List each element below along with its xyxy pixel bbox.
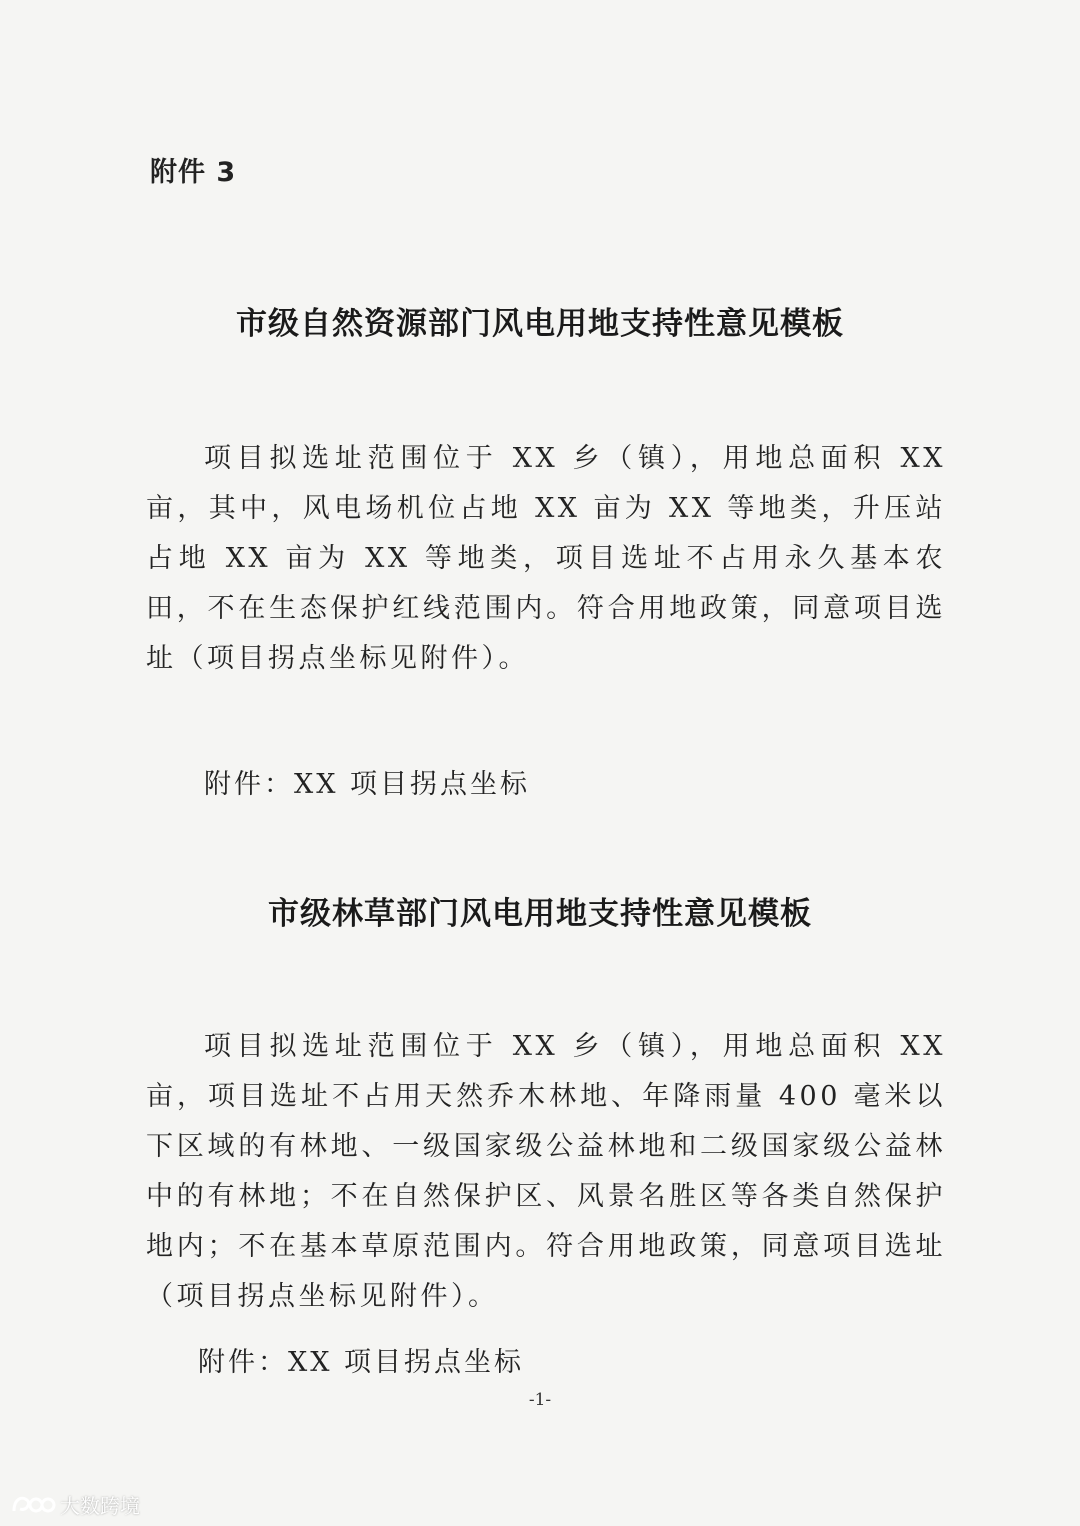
page-number: -1- [528,1390,552,1410]
attachment-number-label: 附件 3 [150,157,237,188]
section-title-natural-resources: 市级自然资源部门风电用地支持性意见模板 [236,306,844,342]
attachment-reference-natural-resources: 附件：XX 项目拐点坐标 [204,769,531,800]
section-paragraph-forestry: 项目拟选址范围位于 XX 乡（镇），用地总面积 XX 亩，项目选址不占用天然乔木林地、年降雨量 400 毫米以下区域的有林地、一级国家级公益林地和二级国家级公益林中的有林地；不在自然保护区、风景名胜区等各类自然保护地内；不在基本草原范围内。符合用地政策，同意项目选址（项目拐点坐标见附件）。 [146,1031,946,1312]
brand-logo-icon [10,1491,56,1517]
section-title-forestry: 市级林草部门风电用地支持性意见模板 [268,896,812,932]
watermark [10,1490,140,1518]
watermark-text: 大数跨境 [60,1493,140,1518]
attachment-reference-forestry: 附件：XX 项目拐点坐标 [198,1347,525,1378]
section-paragraph-natural-resources: 项目拟选址范围位于 XX 乡（镇），用地总面积 XX 亩，其中，风电场机位占地 XX 亩为 XX 等地类，升压站占地 XX 亩为 XX 等地类，项目选址不占用永久基本农田，不在生态保护红线范围内。符合用地政策，同意项目选址（项目拐点坐标见附件）。 [146,443,946,674]
